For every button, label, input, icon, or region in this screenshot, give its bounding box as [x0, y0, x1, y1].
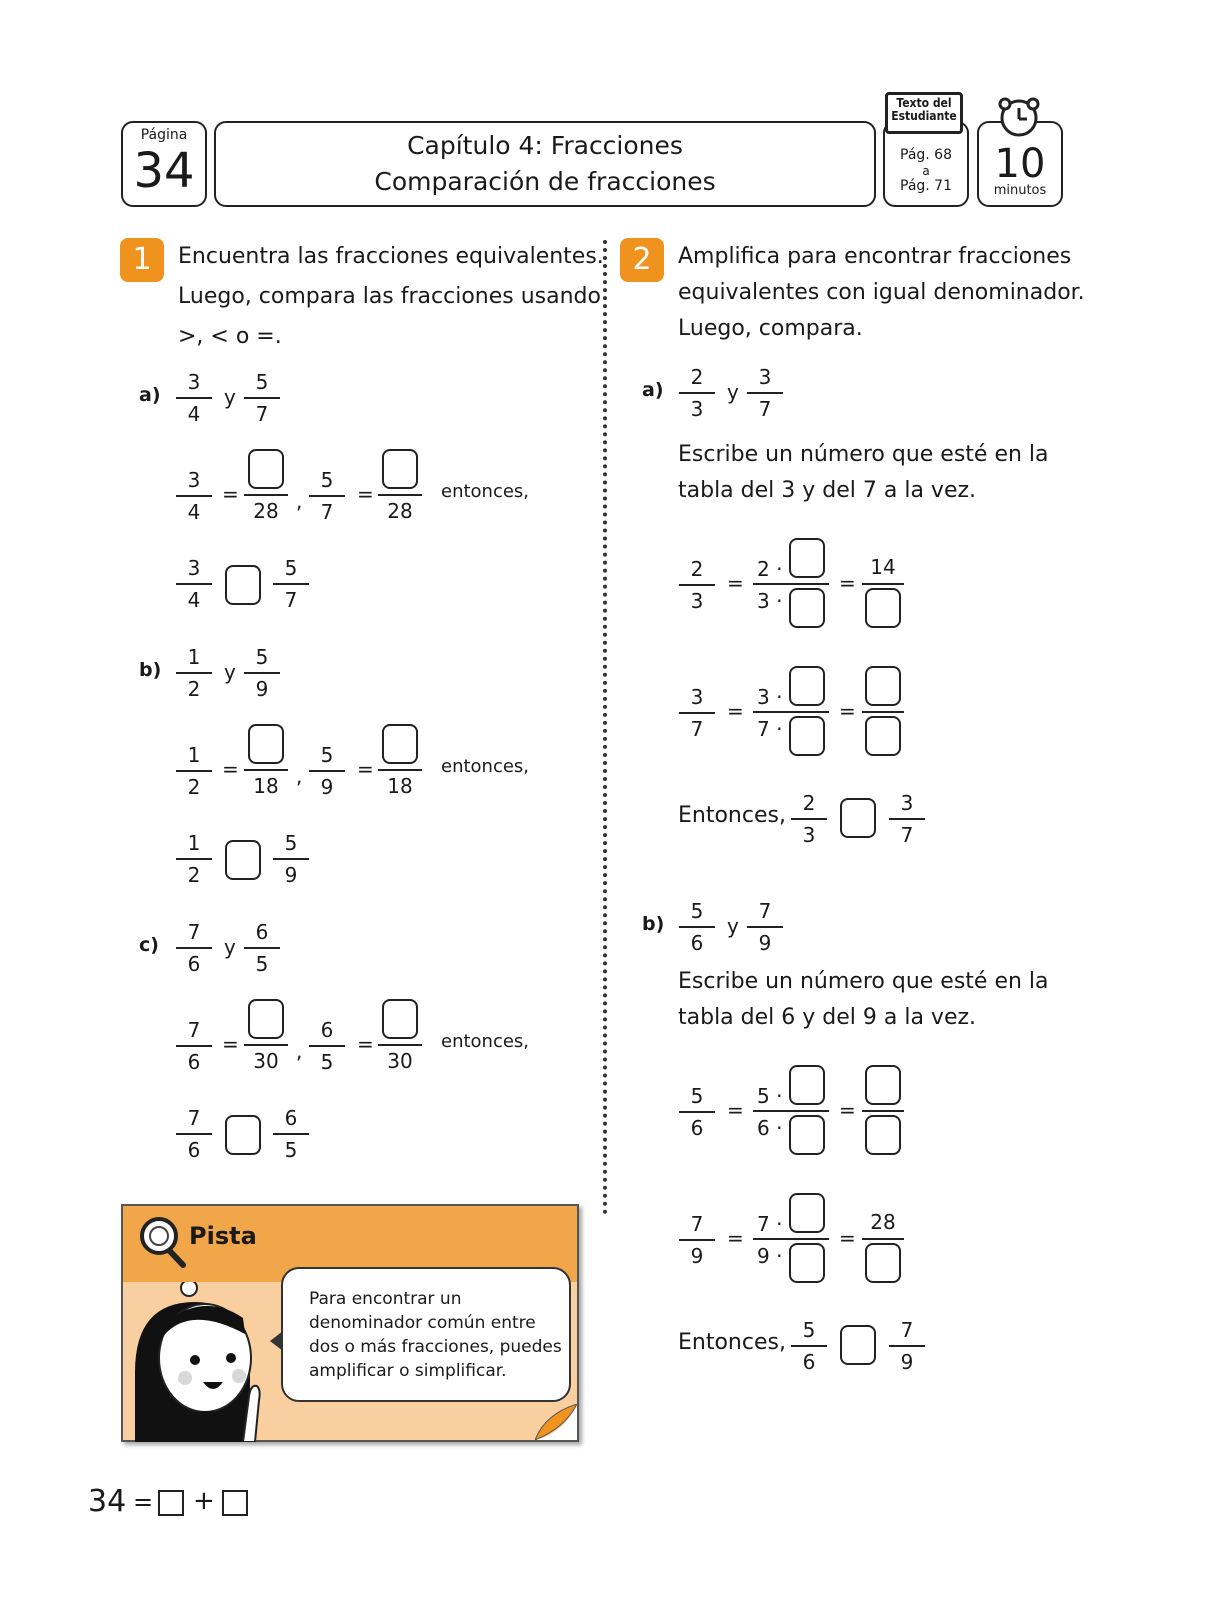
ex1-a-compare-left: 3 4 [176, 554, 212, 614]
equals-sign: = [727, 571, 744, 595]
equals-sign: = [727, 1226, 744, 1250]
hint-text-line4: amplificar o simplificar. [309, 1361, 507, 1381]
ex2-b-compare-left: 5 6 [791, 1316, 827, 1376]
ex1-c-eq2-left: 6 5 [309, 1016, 345, 1076]
comma: , [296, 764, 303, 788]
fraction-bar [378, 769, 422, 771]
equals-sign: = [357, 482, 374, 506]
ex1-a-compare-box[interactable] [225, 565, 261, 605]
page-label: Página [140, 127, 188, 143]
ex1-c-then: entonces, [441, 1031, 530, 1052]
ex2-b-row2-left: 7 9 [679, 1210, 715, 1270]
ex1-c-compare-right: 6 5 [273, 1104, 309, 1164]
footer-box-1 [158, 1490, 184, 1516]
ex2-instruction-line2: equivalentes con igual denominador. [678, 280, 1085, 305]
ex1-a-and: y [224, 385, 236, 409]
ex1-b-eq1-den: 18 [253, 774, 279, 798]
ex2-b-row1-result-den-box[interactable] [865, 1115, 901, 1155]
ex2-b-and: y [727, 914, 739, 938]
ex1-b-label: b) [139, 659, 162, 681]
ex2-a-compare-right: 3 7 [889, 789, 925, 849]
page-curl [535, 1404, 577, 1440]
magnifier-icon [139, 1216, 189, 1268]
fraction-bar [378, 1044, 422, 1046]
ex1-a-then: entonces, [441, 481, 530, 502]
ex2-a-row2-mult-den: 7 · [757, 717, 783, 741]
hint-title: Pista [189, 1222, 257, 1250]
ex1-a-compare-right: 5 7 [273, 554, 309, 614]
ex2-b-row1-factor-bottom-box[interactable] [789, 1115, 825, 1155]
equals-sign: = [222, 757, 239, 781]
book-pages-a: a [922, 164, 930, 178]
equals-sign: = [357, 757, 374, 781]
ex1-a-label: a) [139, 384, 161, 406]
fraction-bar [753, 1110, 829, 1112]
ex2-a-row1-result-den-box[interactable] [865, 588, 901, 628]
ex1-b-and: y [224, 660, 236, 684]
topic-title: Comparación de fracciones [374, 167, 716, 196]
ex1-b-eq2-answer-box[interactable] [382, 724, 418, 764]
page-number: 34 [133, 143, 195, 199]
equals-sign: = [839, 1098, 856, 1122]
ex2-instruction-line3: Luego, compara. [678, 316, 863, 341]
hint-text-line2: denominador común entre [309, 1313, 536, 1333]
book-pages-from: Pág. 68 [900, 147, 952, 163]
ex1-b-then: entonces, [441, 756, 530, 777]
ex2-b-hint-line2: tabla del 6 y del 9 a la vez. [678, 1005, 977, 1030]
equals-sign: = [839, 1226, 856, 1250]
book-pages-to: Pág. 71 [900, 178, 952, 194]
ex2-a-row2-mult-num: 3 · [757, 685, 783, 709]
fraction-bar [753, 583, 829, 585]
ex2-b-row1-factor-top-box[interactable] [789, 1065, 825, 1105]
hint-text-line1: Para encontrar un [309, 1289, 462, 1309]
ex2-a-label: a) [642, 379, 664, 401]
ex1-b-eq1-left: 1 2 [176, 741, 212, 801]
ex2-b-compare-right: 7 9 [889, 1316, 925, 1376]
ex1-a-fraction-2: 5 7 [244, 368, 280, 428]
comma: , [296, 1039, 303, 1063]
speech-bubble-tail [270, 1331, 283, 1351]
girl-illustration [125, 1282, 275, 1442]
chapter-title-box [214, 121, 876, 207]
equals-sign: = [839, 699, 856, 723]
ex2-a-compare-left: 2 3 [791, 789, 827, 849]
ex2-b-fraction-2: 7 9 [747, 897, 783, 957]
speech-bubble [281, 1267, 571, 1402]
ex2-a-row2-factor-top-box[interactable] [789, 666, 825, 706]
ex1-b-compare-box[interactable] [225, 840, 261, 880]
ex2-b-row2-mult-den: 9 · [757, 1244, 783, 1268]
equals-sign: = [727, 1098, 744, 1122]
ex2-a-row2-result-den-box[interactable] [865, 716, 901, 756]
ex2-b-row2-result-num: 28 [870, 1210, 896, 1234]
ex2-a-then: Entonces, [678, 803, 786, 828]
ex1-b-fraction-1: 1 2 [176, 643, 212, 703]
ex2-b-row1-left: 5 6 [679, 1082, 715, 1142]
time-unit: minutos [993, 183, 1047, 198]
ex1-b-fraction-2: 5 9 [244, 643, 280, 703]
ex1-c-label: c) [139, 934, 159, 956]
equals-sign: = [222, 482, 239, 506]
ex2-b-fraction-1: 5 6 [679, 897, 715, 957]
ex1-c-eq1-den: 30 [253, 1049, 279, 1073]
ex1-a-eq1-answer-box[interactable] [248, 449, 284, 489]
ex2-a-row1-factor-bottom-box[interactable] [789, 588, 825, 628]
footer-number: 34 [88, 1484, 127, 1519]
ex2-b-hint-line1: Escribe un número que esté en la [678, 969, 1049, 994]
page-number-box [121, 121, 207, 207]
ex2-a-row1-factor-top-box[interactable] [789, 538, 825, 578]
ex1-c-eq2-den: 30 [387, 1049, 413, 1073]
ex1-a-eq2-den: 28 [387, 499, 413, 523]
fraction-bar [862, 1238, 904, 1240]
ex2-b-row1-mult-den: 6 · [757, 1116, 783, 1140]
ex2-b-row2-mult-num: 7 · [757, 1212, 783, 1236]
ex2-a-compare-box[interactable] [840, 798, 876, 838]
ex2-a-and: y [727, 380, 739, 404]
ex1-a-fraction-1: 3 4 [176, 368, 212, 428]
ex1-b-compare-left: 1 2 [176, 829, 212, 889]
equals-sign: = [839, 571, 856, 595]
ex2-b-compare-box[interactable] [840, 1325, 876, 1365]
ex2-a-fraction-1: 2 3 [679, 363, 715, 423]
ex1-c-fraction-2: 6 5 [244, 918, 280, 978]
fraction-bar [378, 494, 422, 496]
ex2-instruction-line1: Amplifica para encontrar fracciones [678, 244, 1072, 269]
fraction-bar [244, 769, 288, 771]
ex1-c-compare-box[interactable] [225, 1115, 261, 1155]
ex2-b-row2-factor-bottom-box[interactable] [789, 1243, 825, 1283]
ex1-b-eq2-den: 18 [387, 774, 413, 798]
book-icon [885, 92, 963, 134]
equals-sign: = [357, 1032, 374, 1056]
ex1-instruction-line2: Luego, compara las fracciones usando [178, 284, 601, 309]
ex1-c-and: y [224, 935, 236, 959]
clock-icon [997, 96, 1041, 140]
hint-text-line3: dos o más fracciones, puedes [309, 1337, 562, 1357]
ex1-a-eq1-den: 28 [253, 499, 279, 523]
exercise-1-badge: 1 [120, 238, 164, 282]
ex2-a-hint-line1: Escribe un número que esté en la [678, 442, 1049, 467]
fraction-bar [862, 1110, 904, 1112]
ex2-a-hint-line2: tabla del 3 y del 7 a la vez. [678, 478, 977, 503]
book-title: Texto del Estudiante [891, 96, 957, 123]
ex1-a-eq2-left: 5 7 [309, 466, 345, 526]
ex2-b-then: Entonces, [678, 1330, 786, 1355]
ex2-b-row1-result-num-box[interactable] [865, 1065, 901, 1105]
ex2-a-row1-mult-num: 2 · [757, 557, 783, 581]
ex1-a-eq2-answer-box[interactable] [382, 449, 418, 489]
ex1-c-eq1-left: 7 6 [176, 1016, 212, 1076]
comma: , [296, 489, 303, 513]
ex2-a-row1-left: 2 3 [679, 555, 715, 615]
ex2-a-row2-result-num-box[interactable] [865, 666, 901, 706]
ex2-b-label: b) [642, 913, 665, 935]
hint-card [121, 1204, 579, 1442]
ex2-a-row1-mult-den: 3 · [757, 589, 783, 613]
ex1-c-fraction-1: 7 6 [176, 918, 212, 978]
ex2-a-row1-result-num: 14 [870, 555, 896, 579]
ex2-a-fraction-2: 3 7 [747, 363, 783, 423]
ex1-c-compare-left: 7 6 [176, 1104, 212, 1164]
ex1-c-eq2-answer-box[interactable] [382, 999, 418, 1039]
footer-box-2 [222, 1490, 248, 1516]
ex1-c-eq1-answer-box[interactable] [248, 999, 284, 1039]
fraction-bar [244, 494, 288, 496]
fraction-bar [753, 1238, 829, 1240]
ex1-a-eq1-left: 3 4 [176, 466, 212, 526]
ex1-b-eq1-answer-box[interactable] [248, 724, 284, 764]
footer-plus: + [193, 1486, 215, 1516]
fraction-bar [862, 583, 904, 585]
ex2-b-row2-factor-top-box[interactable] [789, 1193, 825, 1233]
ex2-a-row2-left: 3 7 [679, 683, 715, 743]
column-divider [603, 240, 607, 1215]
ex1-b-compare-right: 5 9 [273, 829, 309, 889]
time-value: 10 [994, 141, 1046, 187]
fraction-bar [244, 1044, 288, 1046]
ex1-b-eq2-left: 5 9 [309, 741, 345, 801]
footer-equals: = [133, 1488, 154, 1516]
fraction-bar [862, 711, 904, 713]
ex2-b-row2-result-den-box[interactable] [865, 1243, 901, 1283]
equals-sign: = [222, 1032, 239, 1056]
equals-sign: = [727, 699, 744, 723]
exercise-2-badge: 2 [620, 238, 664, 282]
ex1-instruction-line3: >, < o =. [178, 324, 282, 349]
ex1-instruction-line1: Encuentra las fracciones equivalentes. [178, 244, 604, 269]
ex2-b-row1-mult-num: 5 · [757, 1084, 783, 1108]
fraction-bar [753, 711, 829, 713]
chapter-title: Capítulo 4: Fracciones [407, 131, 683, 160]
ex2-a-row2-factor-bottom-box[interactable] [789, 716, 825, 756]
